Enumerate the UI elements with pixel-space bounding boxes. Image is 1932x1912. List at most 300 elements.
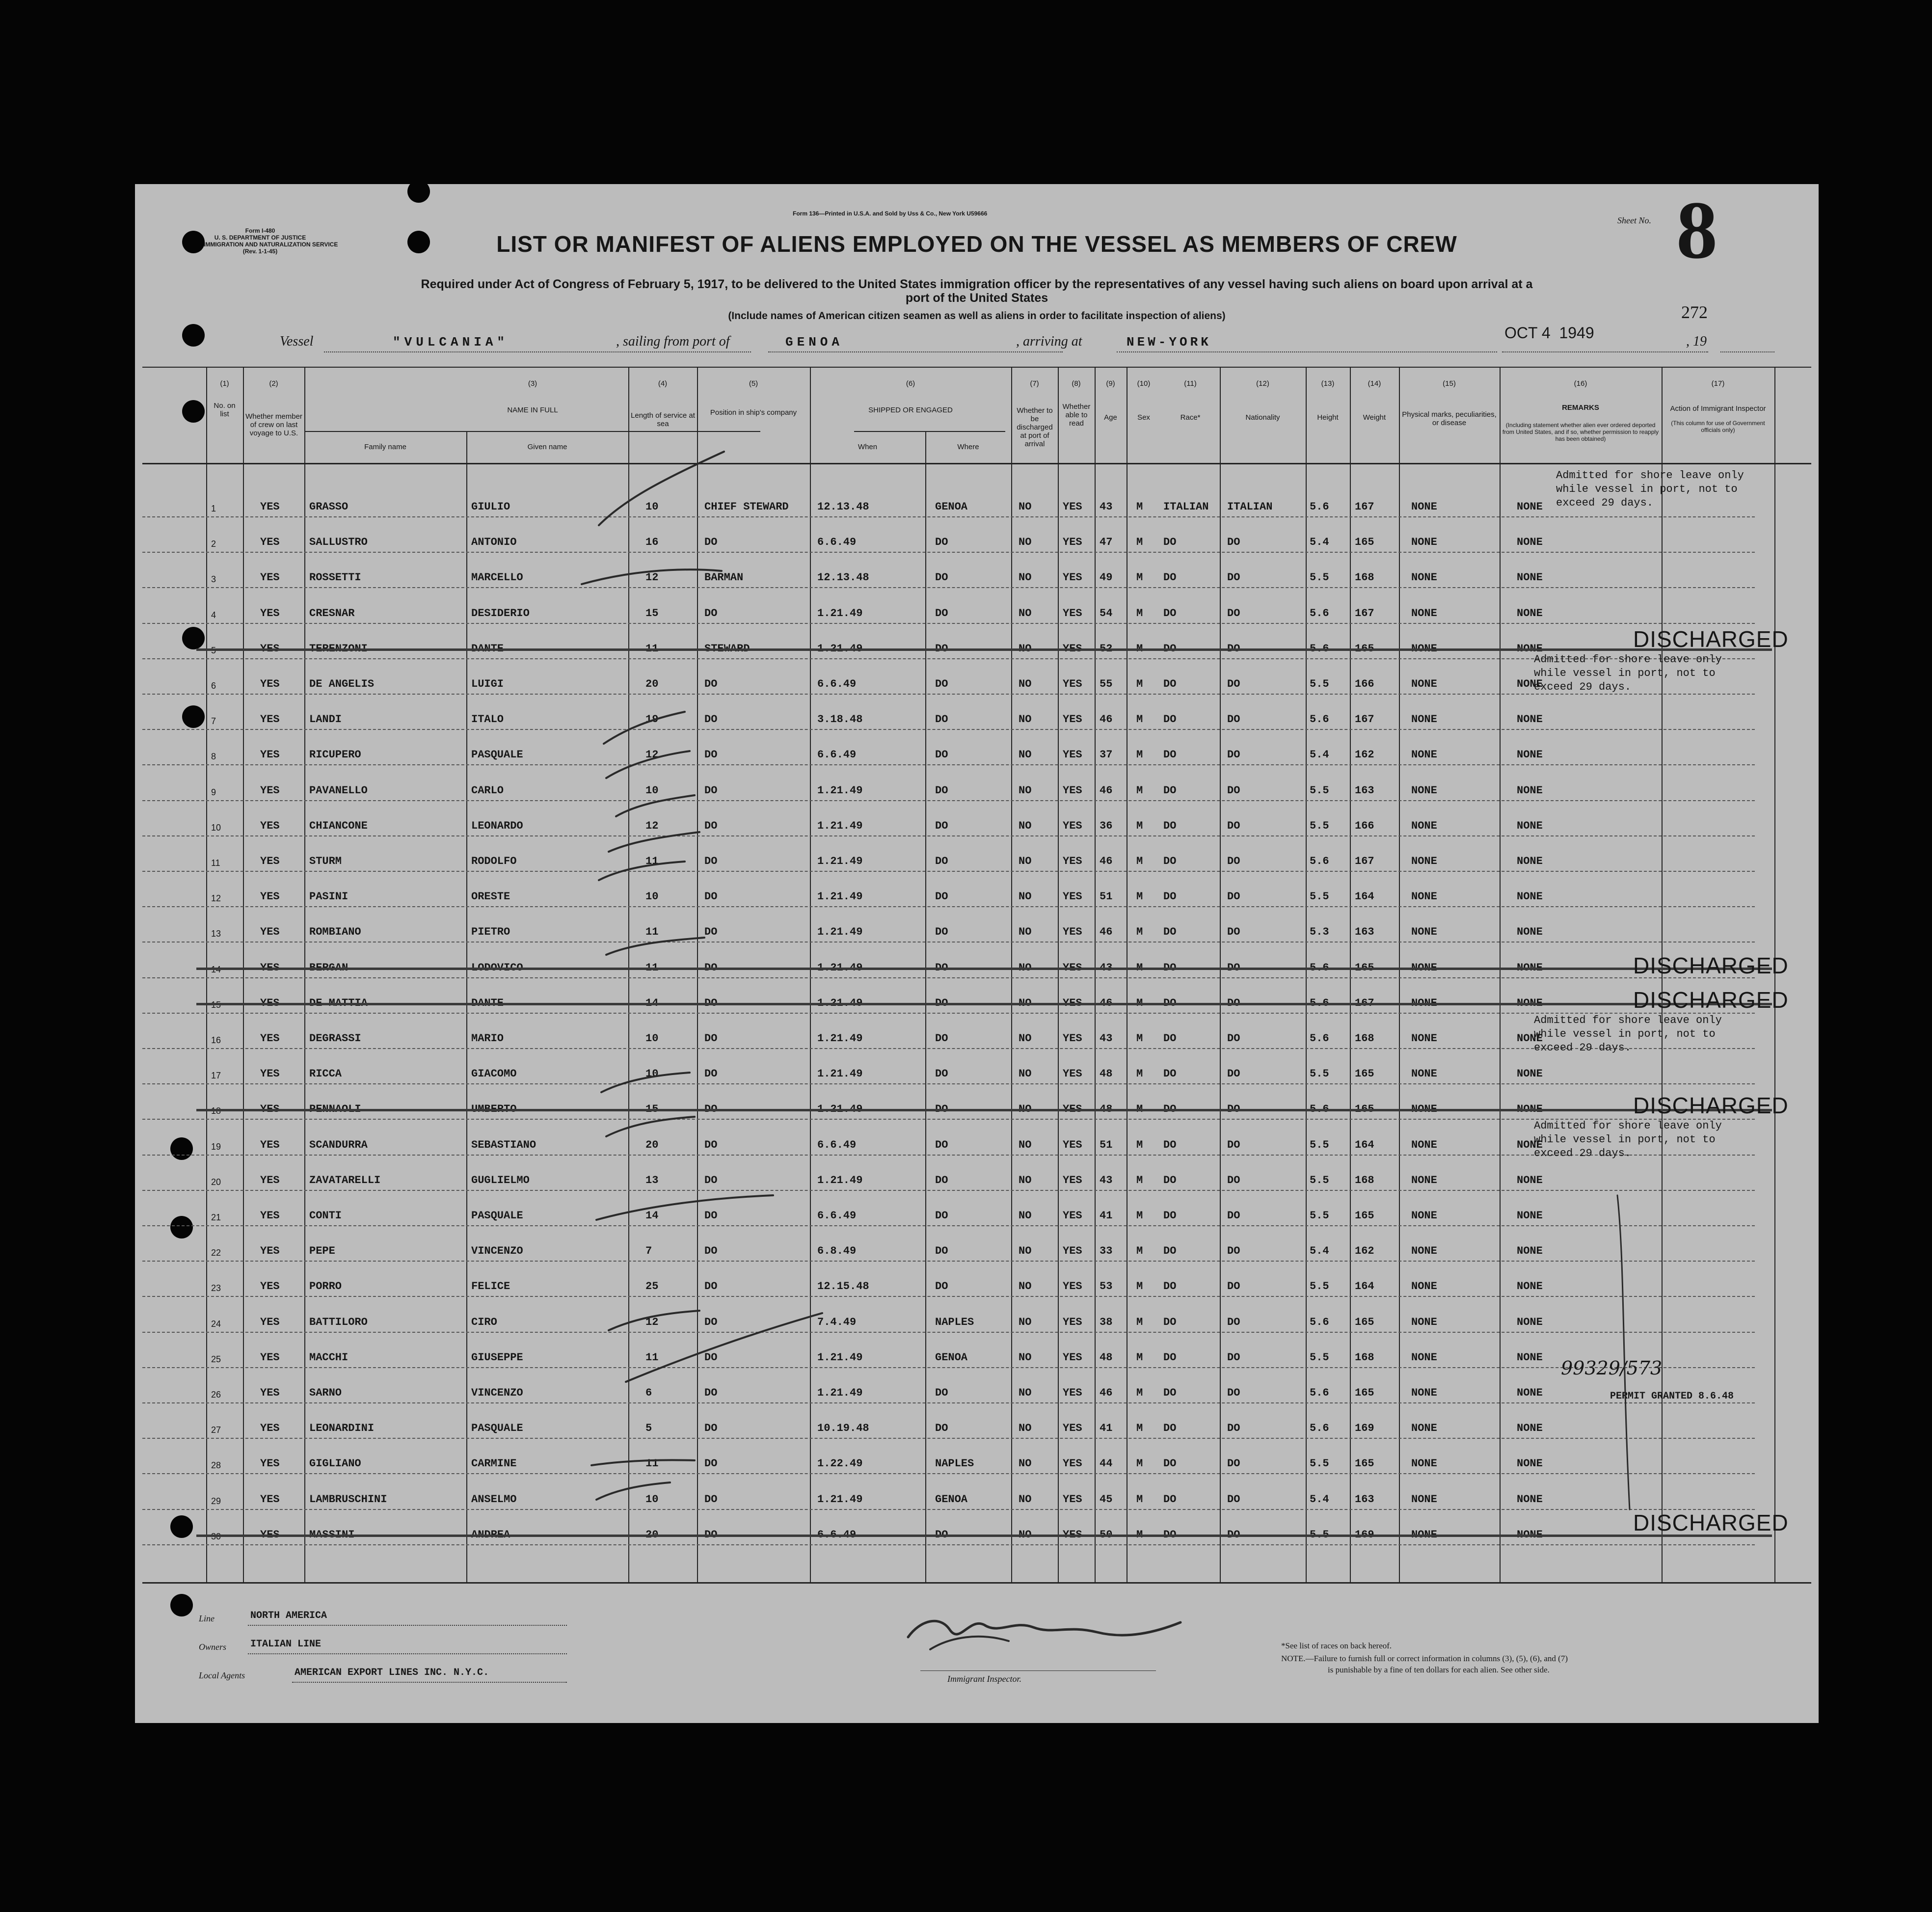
cell-age: 48 bbox=[1100, 1351, 1113, 1364]
cell-member: YES bbox=[260, 678, 280, 690]
cell-age: 53 bbox=[1100, 1280, 1113, 1293]
cell-family: SALLUSTRO bbox=[309, 536, 368, 548]
cell-marks: NONE bbox=[1411, 1280, 1437, 1293]
cell-discharge: NO bbox=[1019, 749, 1032, 761]
cell-age: 46 bbox=[1100, 713, 1113, 726]
cell-age: 37 bbox=[1100, 749, 1113, 761]
file-number-handwritten: 99329/573 bbox=[1561, 1357, 1663, 1379]
row-number: 12 bbox=[211, 893, 221, 903]
cell-nationality: DO bbox=[1227, 1422, 1240, 1434]
race-footnote: *See list of races on back hereof. bbox=[1281, 1641, 1392, 1650]
row-number: 9 bbox=[211, 787, 216, 797]
cell-nationality: DO bbox=[1227, 820, 1240, 832]
cell-read: YES bbox=[1063, 1210, 1082, 1222]
cell-height: 5.6 bbox=[1310, 607, 1329, 619]
cell-when: 6.8.49 bbox=[817, 1245, 857, 1257]
cell-sex: M bbox=[1136, 1493, 1143, 1506]
col-number: (4) bbox=[658, 379, 668, 388]
header-weight: Weight bbox=[1363, 413, 1386, 422]
row-number: 19 bbox=[211, 1142, 221, 1152]
cell-family: RICUPERO bbox=[309, 749, 361, 761]
cell-age: 43 bbox=[1100, 1174, 1113, 1186]
cell-discharge: NO bbox=[1019, 1280, 1032, 1293]
cell-height: 5.6 bbox=[1310, 1032, 1329, 1045]
cell-marks: NONE bbox=[1411, 855, 1437, 867]
cell-position: DO bbox=[704, 749, 718, 761]
cell-family: GRASSO bbox=[309, 501, 349, 513]
cell-age: 51 bbox=[1100, 890, 1113, 903]
cell-given: ANTONIO bbox=[471, 536, 517, 548]
cell-read: YES bbox=[1063, 571, 1082, 584]
cell-where: DO bbox=[935, 571, 948, 584]
cell-remarks: NONE bbox=[1517, 501, 1543, 513]
cell-marks: NONE bbox=[1411, 1068, 1437, 1080]
cell-remarks: NONE bbox=[1517, 784, 1543, 797]
cell-remarks: NONE bbox=[1517, 678, 1543, 690]
header-physical-marks: Physical marks, peculiarities, or disease bbox=[1402, 410, 1497, 427]
header-name-in-full: NAME IN FULL bbox=[507, 405, 558, 414]
cell-race: DO bbox=[1163, 1032, 1177, 1045]
cell-height: 5.3 bbox=[1310, 926, 1329, 938]
cell-member: YES bbox=[260, 926, 280, 938]
discharged-stamp: DISCHARGED bbox=[1633, 987, 1789, 1013]
cell-when: 1.21.49 bbox=[817, 607, 863, 619]
cell-weight: 163 bbox=[1355, 784, 1374, 797]
row-number: 10 bbox=[211, 823, 221, 833]
cell-where: DO bbox=[935, 1422, 948, 1434]
cell-member: YES bbox=[260, 1068, 280, 1080]
cell-marks: NONE bbox=[1411, 1422, 1437, 1434]
cell-when: 1.21.49 bbox=[817, 926, 863, 938]
cell-family: ROMBIANO bbox=[309, 926, 361, 938]
cell-remarks: NONE bbox=[1517, 1422, 1543, 1434]
cell-sex: M bbox=[1136, 1032, 1143, 1045]
cell-when: 1.21.49 bbox=[817, 820, 863, 832]
cell-race: DO bbox=[1163, 855, 1177, 867]
cell-when: 1.21.49 bbox=[817, 1174, 863, 1186]
header-shipped-engaged: SHIPPED OR ENGAGED bbox=[868, 405, 953, 414]
cell-height: 5.5 bbox=[1310, 890, 1329, 903]
cell-sex: M bbox=[1136, 749, 1143, 761]
cell-age: 38 bbox=[1100, 1316, 1113, 1328]
service-tally-stroke bbox=[601, 1073, 690, 1092]
cell-sex: M bbox=[1136, 1457, 1143, 1470]
cell-read: YES bbox=[1063, 926, 1082, 938]
cell-race: DO bbox=[1163, 1351, 1177, 1364]
cell-read: YES bbox=[1063, 1245, 1082, 1257]
agents-label: Local Agents bbox=[199, 1670, 245, 1680]
shore-leave-note: Admitted for shore leave only while vessel in port, not to exceed 29 days. bbox=[1534, 1120, 1722, 1159]
cell-family: DEGRASSI bbox=[309, 1032, 361, 1045]
row-number: 1 bbox=[211, 504, 216, 513]
cell-given: GIUSEPPE bbox=[471, 1351, 523, 1364]
cell-weight: 168 bbox=[1355, 1351, 1374, 1364]
service-tally-stroke bbox=[606, 938, 704, 955]
cell-sex: M bbox=[1136, 1210, 1143, 1222]
col-number: (10) bbox=[1137, 379, 1151, 388]
col-number: (16) bbox=[1574, 379, 1587, 388]
cell-remarks: NONE bbox=[1517, 571, 1543, 584]
cell-race: DO bbox=[1163, 749, 1177, 761]
cell-service: 16 bbox=[645, 536, 659, 548]
col-number: (17) bbox=[1711, 379, 1725, 388]
cell-nationality: DO bbox=[1227, 926, 1240, 938]
cell-remarks: NONE bbox=[1517, 607, 1543, 619]
cell-service: 15 bbox=[645, 607, 659, 619]
subtitle-3: (Include names of American citizen seamen as well as aliens in order to facilitate inspection of aliens) bbox=[728, 310, 1226, 322]
service-tally-stroke bbox=[626, 1313, 822, 1382]
header-family-name: Family name bbox=[364, 442, 406, 451]
cell-position: DO bbox=[704, 1316, 718, 1328]
shore-leave-note: Admitted for shore leave only while vessel in port, not to exceed 29 days. bbox=[1534, 653, 1722, 693]
cell-marks: NONE bbox=[1411, 571, 1437, 584]
cell-age: 55 bbox=[1100, 678, 1113, 690]
cell-family: LEONARDINI bbox=[309, 1422, 375, 1434]
cell-height: 5.6 bbox=[1310, 1387, 1329, 1399]
cell-age: 41 bbox=[1100, 1210, 1113, 1222]
cell-discharge: NO bbox=[1019, 1387, 1032, 1399]
cell-remarks: NONE bbox=[1517, 1316, 1543, 1328]
cell-marks: NONE bbox=[1411, 1351, 1437, 1364]
cell-given: GIACOMO bbox=[471, 1068, 517, 1080]
cell-family: PEPE bbox=[309, 1245, 335, 1257]
cell-marks: NONE bbox=[1411, 1316, 1437, 1328]
col-number: (11) bbox=[1184, 379, 1197, 388]
cell-family: STURM bbox=[309, 855, 342, 867]
arriving-label: , arriving at bbox=[1016, 334, 1082, 349]
cell-position: DO bbox=[704, 607, 718, 619]
header-member-last-voyage: Whether member of crew on last voyage to U.S. bbox=[245, 412, 302, 437]
cell-height: 5.6 bbox=[1310, 501, 1329, 513]
cell-nationality: DO bbox=[1227, 1068, 1240, 1080]
sheet-label: Sheet No. bbox=[1617, 215, 1651, 225]
cell-position: DO bbox=[704, 1174, 718, 1186]
cell-family: SARNO bbox=[309, 1387, 342, 1399]
row-number: 29 bbox=[211, 1496, 221, 1506]
cell-height: 5.5 bbox=[1310, 1457, 1329, 1470]
cell-marks: NONE bbox=[1411, 1210, 1437, 1222]
cell-read: YES bbox=[1063, 1387, 1082, 1399]
cell-when: 12.15.48 bbox=[817, 1280, 869, 1293]
row-number: 8 bbox=[211, 752, 216, 761]
cell-position: DO bbox=[704, 1032, 718, 1045]
col-number: (6) bbox=[906, 379, 915, 388]
cell-height: 5.5 bbox=[1310, 784, 1329, 797]
cell-member: YES bbox=[260, 1032, 280, 1045]
row-number: 17 bbox=[211, 1071, 221, 1080]
service-tally-stroke bbox=[582, 569, 722, 584]
cell-remarks: NONE bbox=[1517, 1210, 1543, 1222]
cell-member: YES bbox=[260, 1351, 280, 1364]
cell-marks: NONE bbox=[1411, 926, 1437, 938]
cell-service: 11 bbox=[645, 855, 659, 867]
cell-age: 46 bbox=[1100, 926, 1113, 938]
cell-sex: M bbox=[1136, 1245, 1143, 1257]
cell-age: 36 bbox=[1100, 820, 1113, 832]
cell-given: LUIGI bbox=[471, 678, 504, 690]
cell-race: ITALIAN bbox=[1163, 501, 1209, 513]
cell-sex: M bbox=[1136, 1068, 1143, 1080]
cell-member: YES bbox=[260, 571, 280, 584]
cell-service: 14 bbox=[645, 1210, 659, 1222]
cell-when: 6.6.49 bbox=[817, 536, 857, 548]
row-number: 28 bbox=[211, 1460, 221, 1470]
cell-nationality: DO bbox=[1227, 1457, 1240, 1470]
cell-service: 10 bbox=[645, 1032, 659, 1045]
cell-family: RICCA bbox=[309, 1068, 342, 1080]
cell-sex: M bbox=[1136, 855, 1143, 867]
cell-service: 12 bbox=[645, 1316, 659, 1328]
cell-weight: 165 bbox=[1355, 1210, 1374, 1222]
cell-discharge: NO bbox=[1019, 1174, 1032, 1186]
cell-where: DO bbox=[935, 1139, 948, 1151]
cell-marks: NONE bbox=[1411, 1174, 1437, 1186]
cell-service: 6 bbox=[645, 1387, 652, 1399]
cell-nationality: DO bbox=[1227, 1316, 1240, 1328]
cell-discharge: NO bbox=[1019, 890, 1032, 903]
cell-race: DO bbox=[1163, 1068, 1177, 1080]
cell-where: NAPLES bbox=[935, 1457, 974, 1470]
cell-race: DO bbox=[1163, 1422, 1177, 1434]
cell-service: 10 bbox=[645, 501, 659, 513]
cell-service: 10 bbox=[645, 784, 659, 797]
cell-where: GENOA bbox=[935, 1351, 968, 1364]
cell-when: 10.19.48 bbox=[817, 1422, 869, 1434]
cell-marks: NONE bbox=[1411, 1245, 1437, 1257]
cell-member: YES bbox=[260, 1210, 280, 1222]
cell-race: DO bbox=[1163, 890, 1177, 903]
subtitle-2: port of the United States bbox=[905, 291, 1048, 305]
cell-service: 10 bbox=[645, 1068, 659, 1080]
cell-race: DO bbox=[1163, 1139, 1177, 1151]
cell-race: DO bbox=[1163, 1280, 1177, 1293]
cell-read: YES bbox=[1063, 501, 1082, 513]
cell-height: 5.6 bbox=[1310, 1422, 1329, 1434]
cell-sex: M bbox=[1136, 501, 1143, 513]
cell-where: DO bbox=[935, 1387, 948, 1399]
cell-position: DO bbox=[704, 1387, 718, 1399]
row-number: 22 bbox=[211, 1248, 221, 1258]
header-position: Position in ship's company bbox=[710, 408, 797, 417]
cell-when: 3.18.48 bbox=[817, 713, 863, 726]
cell-member: YES bbox=[260, 1422, 280, 1434]
cell-race: DO bbox=[1163, 784, 1177, 797]
cell-read: YES bbox=[1063, 749, 1082, 761]
form-number: Form I-480 bbox=[245, 227, 275, 234]
cell-read: YES bbox=[1063, 1280, 1082, 1293]
cell-discharge: NO bbox=[1019, 1457, 1032, 1470]
cell-sex: M bbox=[1136, 713, 1143, 726]
cell-read: YES bbox=[1063, 1422, 1082, 1434]
cell-service: 12 bbox=[645, 571, 659, 584]
header-nationality: Nationality bbox=[1245, 413, 1280, 422]
cell-marks: NONE bbox=[1411, 713, 1437, 726]
cell-member: YES bbox=[260, 501, 280, 513]
sailing-port: GENOA bbox=[785, 335, 844, 350]
cell-age: 54 bbox=[1100, 607, 1113, 619]
inspector-signature bbox=[908, 1621, 1181, 1637]
cell-race: DO bbox=[1163, 607, 1177, 619]
cell-discharge: NO bbox=[1019, 1032, 1032, 1045]
cell-nationality: DO bbox=[1227, 1032, 1240, 1045]
header-height: Height bbox=[1317, 413, 1339, 422]
cell-age: 41 bbox=[1100, 1422, 1113, 1434]
service-tally-stroke bbox=[599, 452, 724, 525]
header-able-to-read: Whether able to read bbox=[1062, 402, 1091, 428]
cell-weight: 165 bbox=[1355, 1068, 1374, 1080]
cell-height: 5.5 bbox=[1310, 1210, 1329, 1222]
cell-weight: 167 bbox=[1355, 501, 1374, 513]
cell-sex: M bbox=[1136, 607, 1143, 619]
cell-where: DO bbox=[935, 784, 948, 797]
cell-given: PASQUALE bbox=[471, 749, 523, 761]
cell-member: YES bbox=[260, 1245, 280, 1257]
cell-family: ROSSETTI bbox=[309, 571, 361, 584]
cell-read: YES bbox=[1063, 1032, 1082, 1045]
cell-read: YES bbox=[1063, 678, 1082, 690]
shore-leave-note: Admitted for shore leave only while vessel in port, not to exceed 29 days. bbox=[1556, 469, 1744, 509]
cell-height: 5.6 bbox=[1310, 713, 1329, 726]
col-number: (1) bbox=[220, 379, 229, 388]
row-number: 4 bbox=[211, 610, 216, 620]
cell-when: 1.21.49 bbox=[817, 784, 863, 797]
cell-family: GIGLIANO bbox=[309, 1457, 361, 1470]
cell-discharge: NO bbox=[1019, 571, 1032, 584]
cell-member: YES bbox=[260, 1139, 280, 1151]
cell-service: 5 bbox=[645, 1422, 652, 1434]
handwriting-overlay bbox=[135, 184, 1819, 1723]
cell-height: 5.5 bbox=[1310, 678, 1329, 690]
service: IMMIGRATION AND NATURALIZATION SERVICE bbox=[204, 241, 338, 248]
cell-given: ANSELMO bbox=[471, 1493, 517, 1506]
cell-nationality: DO bbox=[1227, 1493, 1240, 1506]
cell-nationality: DO bbox=[1227, 1387, 1240, 1399]
cell-given: MARIO bbox=[471, 1032, 504, 1045]
cell-nationality: ITALIAN bbox=[1227, 501, 1273, 513]
cell-age: 46 bbox=[1100, 1387, 1113, 1399]
cell-remarks: NONE bbox=[1517, 1032, 1543, 1045]
cell-sex: M bbox=[1136, 1316, 1143, 1328]
cell-position: DO bbox=[704, 1493, 718, 1506]
service-tally-stroke bbox=[606, 751, 690, 778]
manifest-sheet bbox=[135, 184, 1819, 1723]
discharged-stamp: DISCHARGED bbox=[1633, 953, 1789, 978]
cell-marks: NONE bbox=[1411, 501, 1437, 513]
cell-marks: NONE bbox=[1411, 749, 1437, 761]
fine-note-2: is punishable by a fine of ten dollars for each alien. See other side. bbox=[1328, 1665, 1550, 1674]
row-number: 11 bbox=[211, 858, 220, 868]
cell-age: 47 bbox=[1100, 536, 1113, 548]
cell-weight: 167 bbox=[1355, 607, 1374, 619]
cell-marks: NONE bbox=[1411, 890, 1437, 903]
cell-position: DO bbox=[704, 1068, 718, 1080]
cell-position: DO bbox=[704, 1139, 718, 1151]
cell-read: YES bbox=[1063, 820, 1082, 832]
cell-read: YES bbox=[1063, 1351, 1082, 1364]
row-number: 26 bbox=[211, 1390, 221, 1400]
cell-service: 25 bbox=[645, 1280, 659, 1293]
cell-position: DO bbox=[704, 855, 718, 867]
vessel-label: Vessel bbox=[280, 334, 314, 349]
cell-remarks: NONE bbox=[1517, 926, 1543, 938]
cell-family: DE ANGELIS bbox=[309, 678, 375, 690]
document-title: LIST OR MANIFEST OF ALIENS EMPLOYED ON THE VESSEL AS MEMBERS OF CREW bbox=[496, 231, 1457, 257]
discharged-stamp: DISCHARGED bbox=[1633, 1510, 1789, 1535]
cell-service: 20 bbox=[645, 678, 659, 690]
cell-weight: 168 bbox=[1355, 1174, 1374, 1186]
cell-nationality: DO bbox=[1227, 890, 1240, 903]
cell-family: CRESNAR bbox=[309, 607, 355, 619]
cell-service: 7 bbox=[645, 1245, 652, 1257]
cell-sex: M bbox=[1136, 1422, 1143, 1434]
cell-read: YES bbox=[1063, 1139, 1082, 1151]
service-tally-stroke bbox=[609, 1311, 699, 1330]
cell-sex: M bbox=[1136, 536, 1143, 548]
service-tally-stroke bbox=[596, 1482, 670, 1500]
col-number: (14) bbox=[1368, 379, 1381, 388]
cell-position: DO bbox=[704, 713, 718, 726]
cell-member: YES bbox=[260, 1493, 280, 1506]
cell-sex: M bbox=[1136, 1387, 1143, 1399]
remarks-bracket bbox=[1617, 1195, 1630, 1509]
row-number: 2 bbox=[211, 539, 216, 549]
cell-family: ZAVATARELLI bbox=[309, 1174, 381, 1186]
cell-when: 1.21.49 bbox=[817, 1493, 863, 1506]
cell-when: 1.21.49 bbox=[817, 1351, 863, 1364]
service-tally-stroke bbox=[616, 795, 695, 816]
cell-where: DO bbox=[935, 1068, 948, 1080]
cell-when: 6.6.49 bbox=[817, 1139, 857, 1151]
cell-discharge: NO bbox=[1019, 678, 1032, 690]
cell-discharge: NO bbox=[1019, 501, 1032, 513]
cell-member: YES bbox=[260, 784, 280, 797]
cell-discharge: NO bbox=[1019, 713, 1032, 726]
cell-nationality: DO bbox=[1227, 1174, 1240, 1186]
col-number: (12) bbox=[1256, 379, 1269, 388]
cell-service: 11 bbox=[645, 1457, 659, 1470]
cell-read: YES bbox=[1063, 855, 1082, 867]
cell-given: ITALO bbox=[471, 713, 504, 726]
cell-age: 43 bbox=[1100, 501, 1113, 513]
cell-where: DO bbox=[935, 1210, 948, 1222]
cell-marks: NONE bbox=[1411, 678, 1437, 690]
cell-given: FELICE bbox=[471, 1280, 510, 1293]
cell-position: DO bbox=[704, 926, 718, 938]
cell-remarks: NONE bbox=[1517, 749, 1543, 761]
cell-marks: NONE bbox=[1411, 1032, 1437, 1045]
cell-member: YES bbox=[260, 607, 280, 619]
cell-remarks: NONE bbox=[1517, 1174, 1543, 1186]
cell-nationality: DO bbox=[1227, 784, 1240, 797]
cell-marks: NONE bbox=[1411, 1139, 1437, 1151]
col-number: (15) bbox=[1443, 379, 1456, 388]
cell-read: YES bbox=[1063, 890, 1082, 903]
cell-member: YES bbox=[260, 713, 280, 726]
cell-nationality: DO bbox=[1227, 855, 1240, 867]
service-tally-stroke bbox=[596, 1195, 773, 1220]
cell-where: DO bbox=[935, 1280, 948, 1293]
cell-sex: M bbox=[1136, 678, 1143, 690]
cell-given: RODOLFO bbox=[471, 855, 517, 867]
cell-when: 1.21.49 bbox=[817, 1032, 863, 1045]
cell-family: LANDI bbox=[309, 713, 342, 726]
cell-member: YES bbox=[260, 749, 280, 761]
cell-where: DO bbox=[935, 749, 948, 761]
subtitle-1: Required under Act of Congress of February 5, 1917, to be delivered to the United States immigration officer by the representatives of any vessel having such aliens on board upon arrival at a bbox=[421, 277, 1533, 291]
cell-given: CARLO bbox=[471, 784, 504, 797]
row-number: 6 bbox=[211, 681, 216, 691]
cell-where: DO bbox=[935, 1174, 948, 1186]
